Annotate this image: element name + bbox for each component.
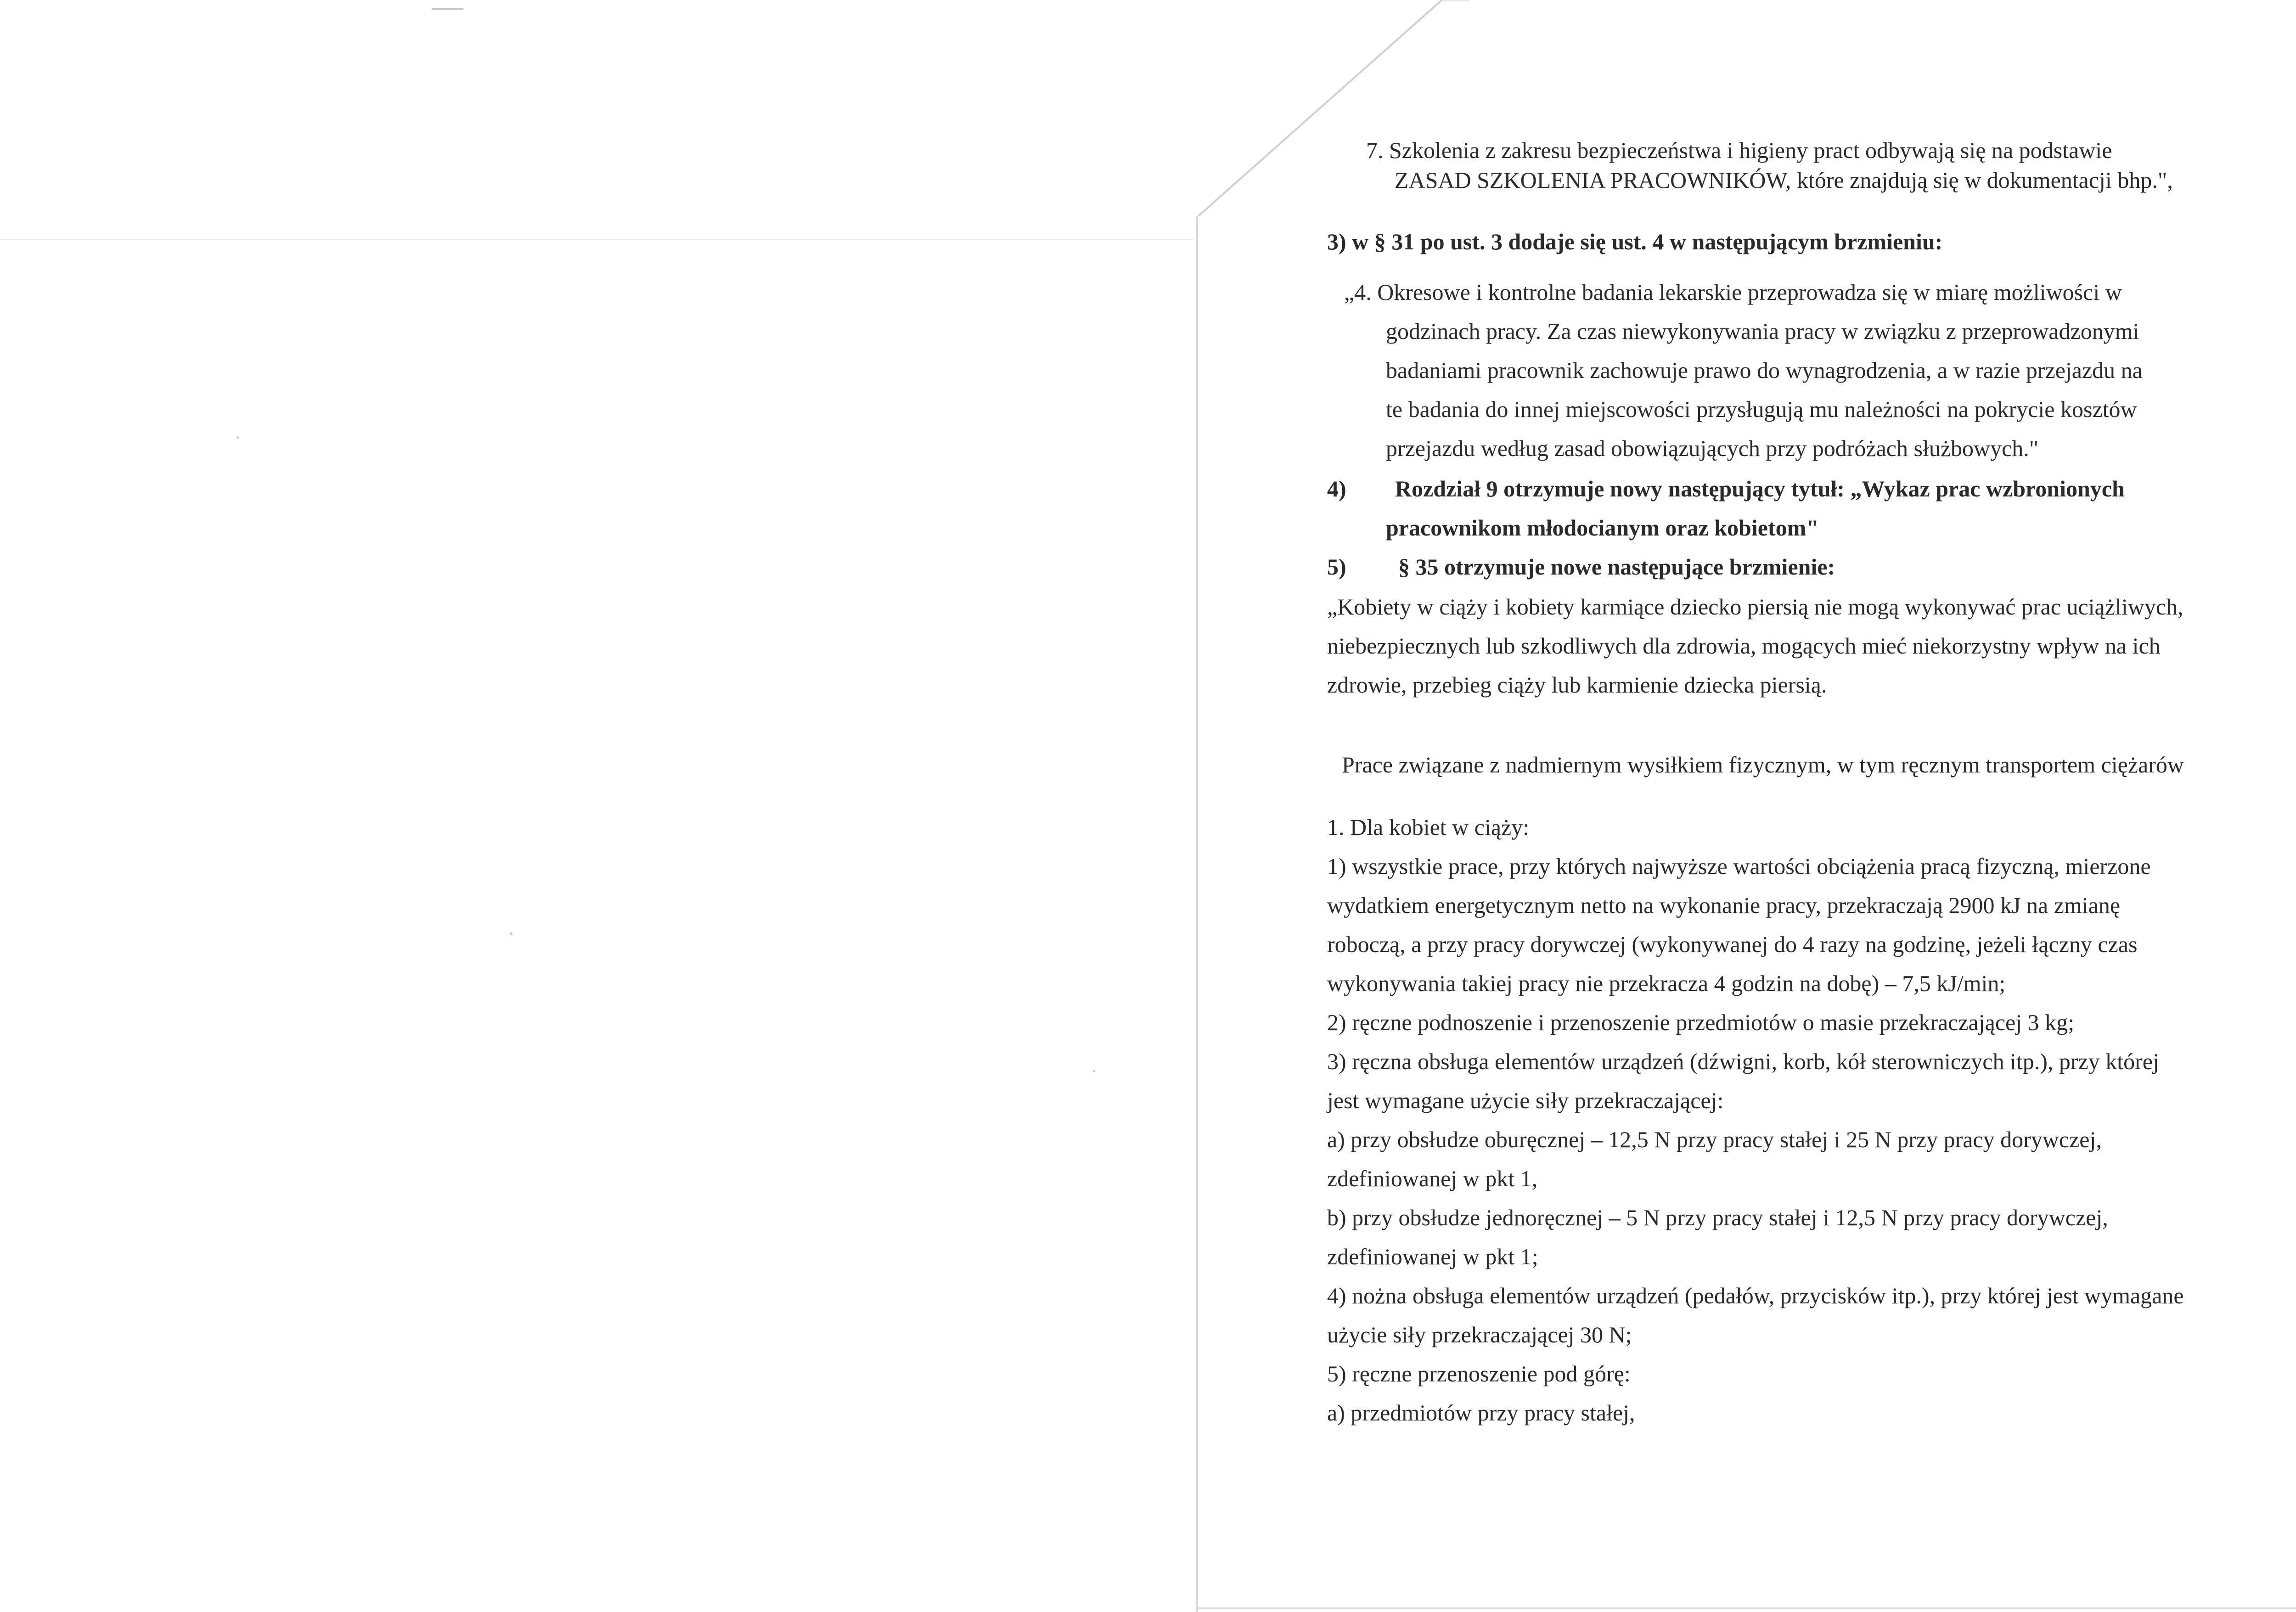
point5-number: 5) — [1327, 554, 1346, 580]
scan-speck — [510, 932, 512, 935]
point5-body-line: niebezpiecznych lub szkodliwych dla zdrowia, mogących mieć niekorzystny wpływ na ich — [1327, 633, 2161, 659]
point4-number: 4) — [1327, 476, 1346, 502]
list-line: 2) ręczne podnoszenie i przenoszenie przedmiotów o masie przekraczającej 3 kg; — [1327, 1009, 2075, 1035]
scan-speck — [1093, 1070, 1095, 1072]
list-line: 3) ręczna obsługa elementów urządzeń (dźwigni, korb, kół sterowniczych itp.), przy której — [1327, 1048, 2159, 1074]
point3-body-line: badaniami pracownik zachowuje prawo do wynagrodzenia, a w razie przejazdu na — [1386, 357, 2143, 383]
item7-line2: ZASAD SZKOLENIA PRACOWNIKÓW, które znajdują się w dokumentacji bhp.", — [1395, 167, 2173, 193]
scan-fold-line — [0, 239, 1194, 240]
list-line: 4) nożna obsługa elementów urządzeń (pedałów, przycisków itp.), przy której jest wymagane — [1327, 1283, 2184, 1308]
list-line: zdefiniowanej w pkt 1, — [1327, 1166, 1538, 1191]
list-line: b) przy obsłudze jednoręcznej – 5 N przy pracy stałej i 12,5 N przy pracy dorywczej, — [1327, 1205, 2108, 1230]
point3-body-line: przejazdu według zasad obowiązujących przy podróżach służbowych." — [1386, 435, 2039, 461]
point5-line: § 35 otrzymuje nowe następujące brzmienie: — [1398, 554, 1835, 580]
list-line: a) przedmiotów przy pracy stałej, — [1327, 1400, 1635, 1426]
section-title: Prace związane z nadmiernym wysiłkiem fizycznym, w tym ręcznym transportem ciężarów — [1342, 752, 2184, 778]
item7-line1: 7. Szkolenia z zakresu bezpieczeństwa i higieny pract odbywają się na podstawie — [1366, 137, 2112, 163]
list-line: a) przy obsłudze oburęcznej – 12,5 N przy pracy stałej i 25 N przy pracy dorywczej, — [1327, 1127, 2102, 1152]
point4-line2: pracownikom młodocianym oraz kobietom" — [1386, 515, 1819, 541]
list-line: roboczą, a przy pracy dorywczej (wykonywanej do 4 razy na godzinę, jeżeli łączny czas — [1327, 931, 2138, 957]
list-line: 1. Dla kobiet w ciąży: — [1327, 814, 1530, 840]
list-line: zdefiniowanej w pkt 1; — [1327, 1244, 1538, 1269]
list-line: wydatkiem energetycznym netto na wykonanie pracy, przekraczają 2900 kJ na zmianę — [1327, 892, 2121, 918]
list-line: 1) wszystkie prace, przy których najwyższe wartości obciążenia pracą fizyczną, mierzone — [1327, 853, 2151, 879]
list-line: jest wymagane użycie siły przekraczającej: — [1327, 1088, 1724, 1113]
point3-body-line: godzinach pracy. Za czas niewykonywania pracy w związku z przeprowadzonymi — [1386, 318, 2139, 344]
point4-line1: Rozdział 9 otrzymuje nowy następujący tytuł: „Wykaz prac wzbronionych — [1395, 476, 2125, 502]
point5-body-line: zdrowie, przebieg ciąży lub karmienie dziecka piersią. — [1327, 672, 1827, 698]
point3-heading: 3) w § 31 po ust. 3 dodaje się ust. 4 w następującym brzmieniu: — [1327, 229, 1943, 254]
list-line: użycie siły przekraczającej 30 N; — [1327, 1322, 1632, 1347]
scan-speck — [236, 436, 239, 439]
list-line: 5) ręczne przenoszenie pod górę: — [1327, 1361, 1631, 1387]
point3-body-line: te badania do innej miejscowości przysługują mu należności na pokrycie kosztów — [1386, 396, 2137, 422]
document-page — [1196, 0, 2296, 1612]
point3-body-line: „4. Okresowe i kontrolne badania lekarskie przeprowadza się w miarę możliwości w — [1344, 279, 2122, 305]
list-line: wykonywania takiej pracy nie przekracza 4 godzin na dobę) – 7,5 kJ/min; — [1327, 970, 2006, 996]
scan-mark — [432, 8, 464, 10]
point5-body-line: „Kobiety w ciąży i kobiety karmiące dziecko piersią nie mogą wykonywać prac uciążliwych, — [1327, 594, 2183, 620]
